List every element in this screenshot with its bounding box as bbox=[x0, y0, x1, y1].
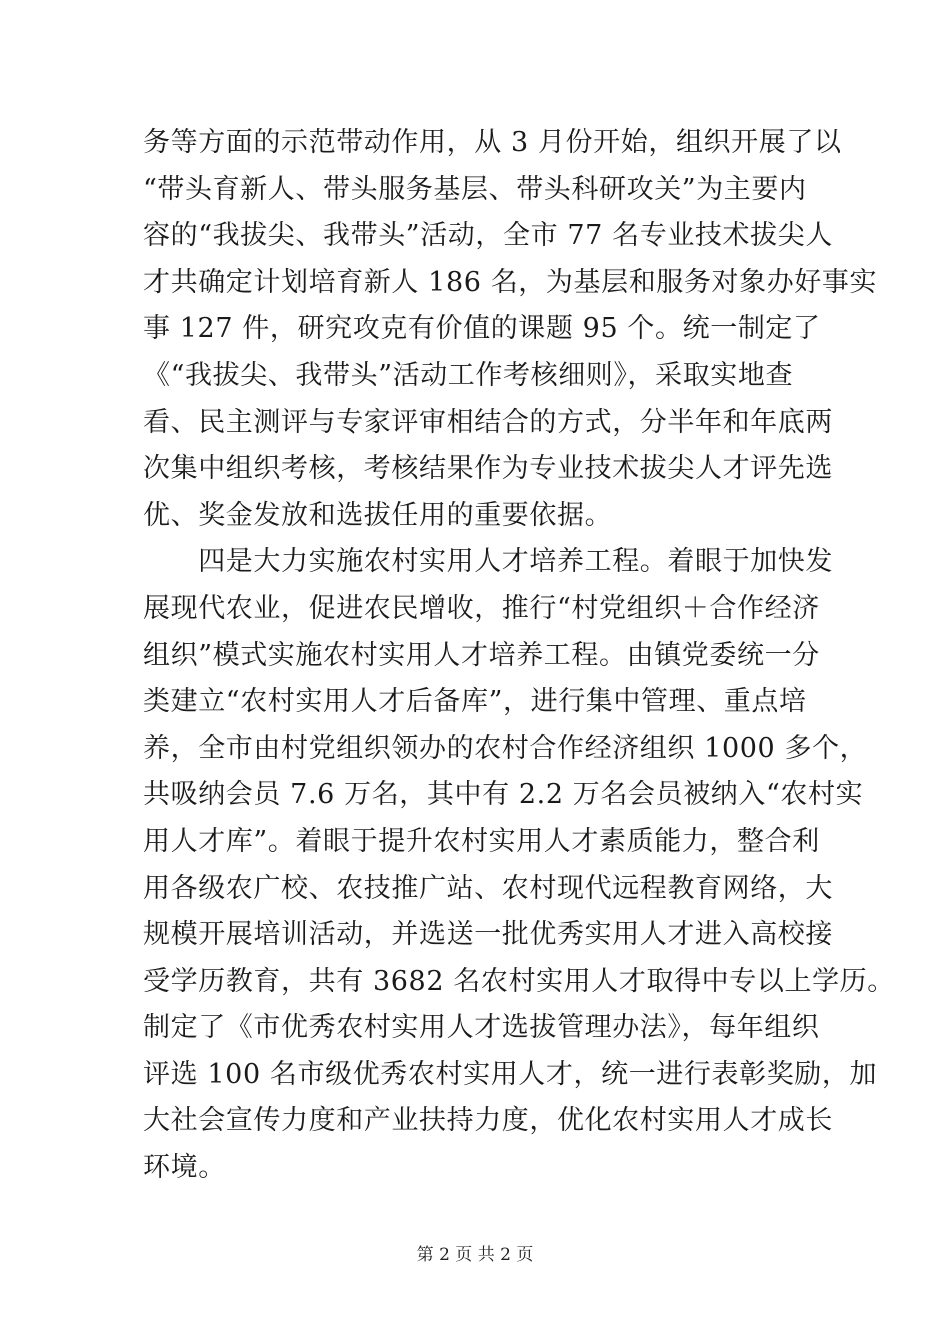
text-line: 大社会宣传力度和产业扶持力度，优化农村实用人才成长 bbox=[143, 1105, 833, 1137]
text-line: 组织”模式实施农村实用人才培养工程。由镇党委统一分 bbox=[143, 639, 820, 671]
text-line: 养，全市由村党组织领办的农村合作经济组织 1000 多个， bbox=[143, 732, 868, 764]
text-line: 优、奖金发放和选拔任用的重要依据。 bbox=[143, 499, 613, 531]
text-line: 制定了《市优秀农村实用人才选拔管理办法》，每年组织 bbox=[143, 1012, 820, 1044]
text-line: “带头育新人、带头服务基层、带头科研攻关”为主要内 bbox=[143, 173, 807, 205]
text-line: 务等方面的示范带动作用，从 3 月份开始，组织开展了以 bbox=[143, 127, 842, 158]
page-footer: 第 2 页 共 2 页 bbox=[416, 1245, 534, 1265]
body-text bbox=[143, 120, 895, 1192]
text-line: 受学历教育，共有 3682 名农村实用人才取得中专以上学历。 bbox=[143, 965, 895, 997]
text-line: 《“我拔尖、我带头”活动工作考核细则》，采取实地查 bbox=[143, 359, 794, 391]
text-line: 容的“我拔尖、我带头”活动，全市 77 名专业技术拔尖人 bbox=[143, 220, 833, 252]
text-line: 看、民主测评与专家评审相结合的方式，分半年和年底两 bbox=[143, 406, 833, 438]
text-line: 用各级农广校、农技推广站、农村现代远程教育网络，大 bbox=[143, 872, 833, 904]
text-line: 环境。 bbox=[143, 1152, 226, 1184]
text-line: 四是大力实施农村实用人才培养工程。着眼于加快发 bbox=[143, 546, 833, 578]
text-line: 规模开展培训活动，并选送一批优秀实用人才进入高校接 bbox=[143, 919, 833, 951]
text-line: 次集中组织考核，考核结果作为专业技术拔尖人才评先选 bbox=[143, 453, 833, 485]
text-line: 才共确定计划培育新人 186 名，为基层和服务对象办好事实 bbox=[143, 266, 878, 298]
text-line: 展现代农业，促进农民增收，推行“村党组织＋合作经济 bbox=[143, 592, 820, 624]
text-line: 事 127 件，研究攻克有价值的课题 95 个。统一制定了 bbox=[143, 313, 821, 345]
text-line: 共吸纳会员 7.6 万名，其中有 2.2 万名会员被纳入“农村实 bbox=[143, 779, 864, 811]
text-line: 类建立“农村实用人才后备库”，进行集中管理、重点培 bbox=[143, 686, 807, 718]
text-line: 用人才库”。着眼于提升农村实用人才素质能力，整合利 bbox=[143, 825, 820, 857]
text-line: 评选 100 名市级优秀农村实用人才，统一进行表彰奖励，加 bbox=[143, 1058, 878, 1090]
